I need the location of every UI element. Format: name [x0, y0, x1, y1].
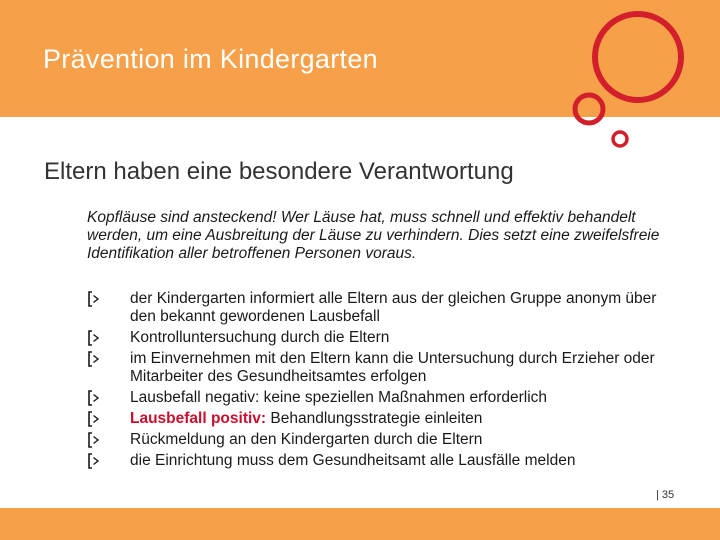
bullet-text: Rückmeldung an den Kindergarten durch die Eltern	[130, 431, 483, 448]
bullet-text: Behandlungsstrategie einleiten	[266, 410, 483, 427]
list-item	[87, 329, 667, 347]
bullet-list	[87, 290, 667, 473]
slide-title: Prävention im Kindergarten	[43, 44, 378, 74]
bracket-bullet-icon	[87, 351, 99, 367]
medium-circle	[575, 95, 603, 123]
bracket-bullet-icon	[87, 390, 99, 406]
bullet-text: der Kindergarten informiert alle Eltern aus der gleichen Gruppe anonym über den bekannt gewordenen Lausbefall	[130, 290, 657, 325]
slide-subtitle: Eltern haben eine besondere Verantwortung	[44, 158, 514, 185]
intro-paragraph: Kopfläuse sind ansteckend! Wer Läuse hat, muss schnell und effektiv behandelt werden, um eine Ausbreitung der Läuse zu verhindern. Dies setzt eine zweifelsfreie Identifikation aller betroffenen Personen voraus.	[87, 209, 660, 262]
footer-band	[0, 508, 720, 540]
bullet-text: Kontrolluntersuchung durch die Eltern	[130, 329, 390, 346]
bracket-bullet-icon	[87, 291, 99, 307]
bracket-bullet-icon	[87, 330, 99, 346]
large-circle	[595, 14, 681, 100]
bullet-text: die Einrichtung muss dem Gesundheitsamt alle Lausfälle melden	[130, 452, 576, 469]
list-item	[87, 290, 667, 326]
list-item	[87, 350, 667, 386]
list-item	[87, 452, 667, 470]
small-circle	[613, 132, 627, 146]
list-item	[87, 431, 667, 449]
bullet-text: Lausbefall negativ: keine speziellen Maßnahmen erforderlich	[130, 389, 548, 406]
bracket-bullet-icon	[87, 453, 99, 469]
bracket-bullet-icon	[87, 432, 99, 448]
list-item	[87, 410, 667, 428]
page-number: | 35	[656, 489, 675, 501]
highlight-label: Lausbefall positiv:	[130, 410, 267, 427]
decorative-circles	[0, 0, 720, 160]
bracket-bullet-icon	[87, 411, 99, 427]
list-item	[87, 389, 667, 407]
bullet-text: im Einvernehmen mit den Eltern kann die Untersuchung durch Erzieher oder Mitarbeiter des Gesundheitsamtes erfolgen	[130, 350, 655, 385]
